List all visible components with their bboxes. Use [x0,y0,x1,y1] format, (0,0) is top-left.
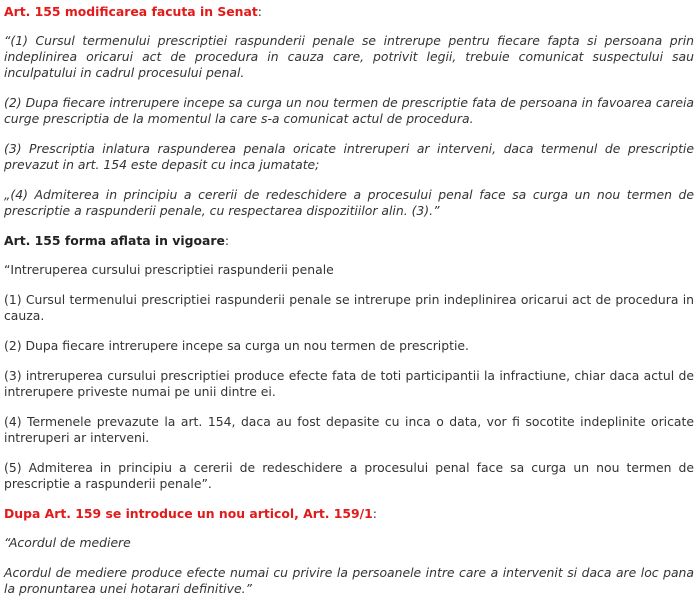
paragraph: (4) Termenele prevazute la art. 154, daca au fost depasite cu inca o data, vor fi socotite indeplinite oricate intreruperi ar interveni. [4,414,694,445]
heading-text: Art. 155 modificarea facuta in Senat [4,4,258,19]
paragraph: “Acordul de mediere [4,535,131,550]
heading-text: Art. 155 forma aflata in vigoare [4,233,225,248]
section-heading-new-article: Dupa Art. 159 se introduce un nou articol, Art. 159/1: [4,506,377,521]
heading-text: Dupa Art. 159 se introduce un nou articol, Art. 159/1 [4,506,373,521]
paragraph: (2) Dupa fiecare intrerupere incepe sa curga un nou termen de prescriptie fata de persoana in favoarea careia curge prescriptia de la momentul la care s-a comunicat actul de procedura. [4,95,694,126]
section-heading-senate: Art. 155 modificarea facuta in Senat: [4,4,262,19]
paragraph: Acordul de mediere produce efecte numai cu privire la persoanele intre care a intervenit si daca are loc pana la pronuntarea unei hotarari definitive.” [4,565,694,596]
paragraph: (1) Cursul termenului prescriptiei raspunderii penale se intrerupe prin indeplinirea oricarui act de procedura in cauza. [4,292,694,323]
paragraph: “(1) Cursul termenului prescriptiei raspunderii penale se intrerupe pentru fiecare fapta si persoana prin indeplinirea oricarui act de procedura in cauza care, potrivit legii, trebuie comunicat suspectului sau inculpatului in cadrul procesului penal. [4,33,694,80]
paragraph: “Intreruperea cursului prescriptiei raspunderii penale [4,262,334,277]
paragraph: (5) Admiterea in principiu a cererii de redeschidere a procesului penal face sa curga un nou termen de prescriptie a raspunderii penale”. [4,460,694,491]
paragraph: (3) intreruperea cursului prescriptiei produce efecte fata de toti participantii la infractiune, chiar daca actul de intrerupere priveste numai pe unii dintre ei. [4,368,694,399]
section-heading-current: Art. 155 forma aflata in vigoare: [4,233,230,248]
paragraph: „(4) Admiterea in principiu a cererii de redeschidere a procesului penal face sa curga un nou termen de prescriptie a raspunderii penale, cu respectarea dispozitiilor alin. (3).” [4,187,694,218]
paragraph: (3) Prescriptia inlatura raspunderea penala oricate intreruperi ar interveni, daca termenul de prescriptie prevazut in art. 154 este depasit cu inca jumatate; [4,141,694,172]
paragraph: (2) Dupa fiecare intrerupere incepe sa curga un nou termen de prescriptie. [4,338,469,353]
